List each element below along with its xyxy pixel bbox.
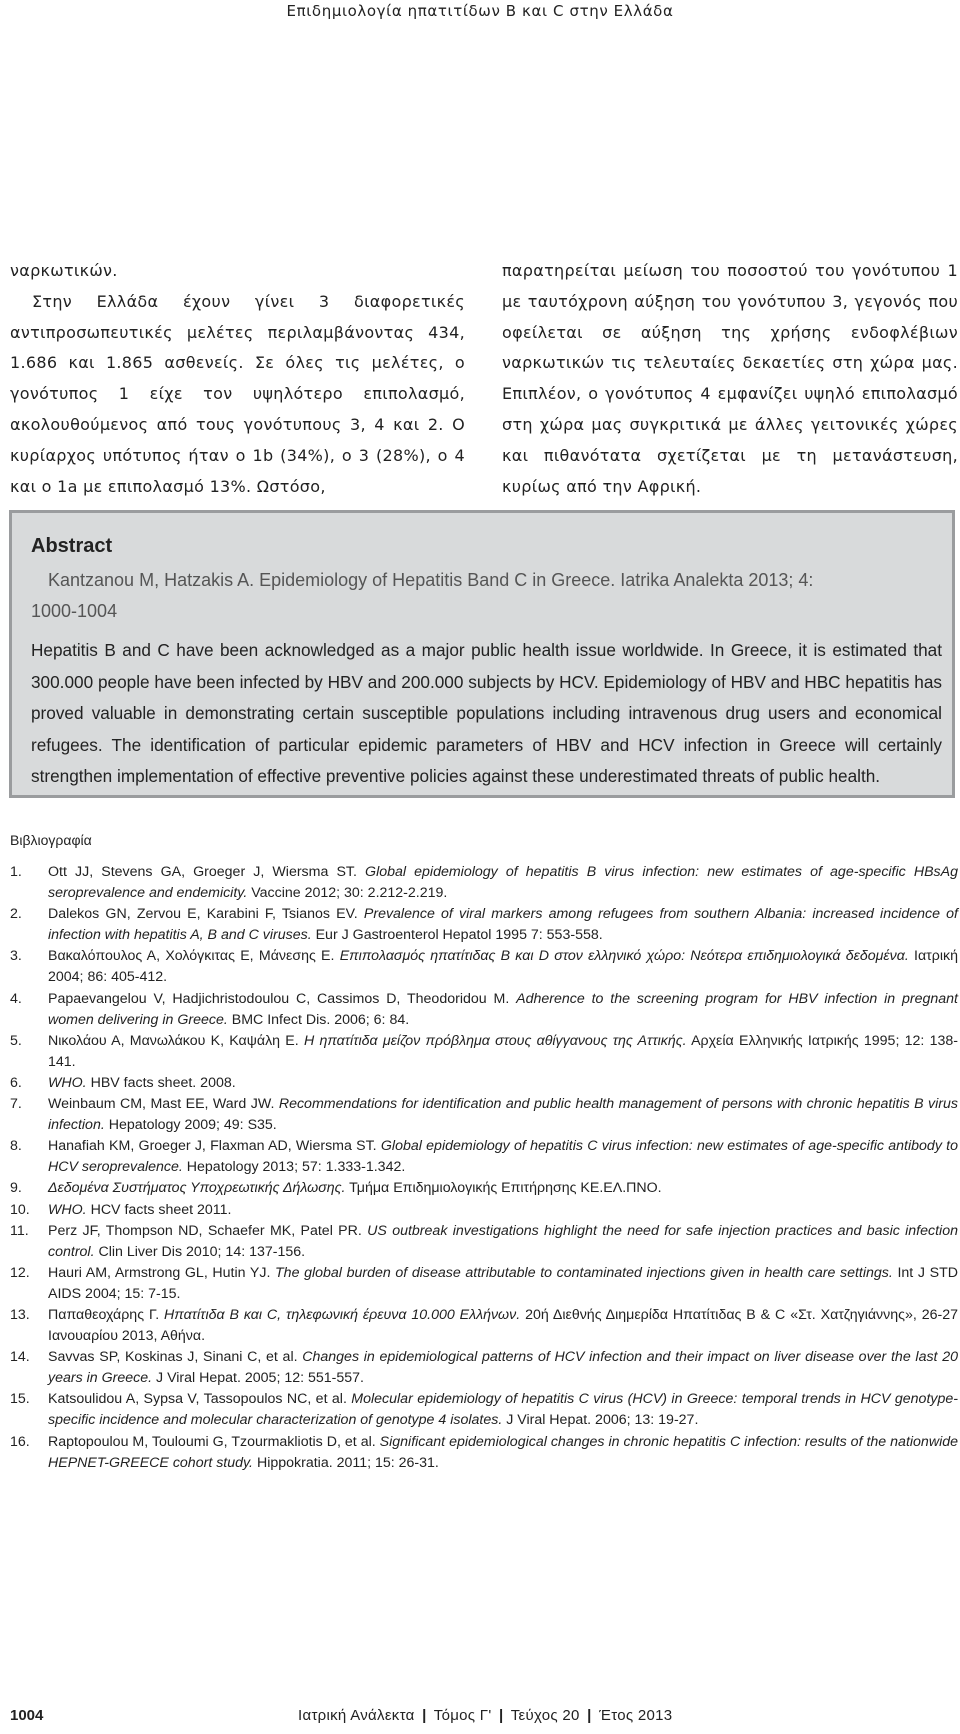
separator: | <box>422 1707 427 1724</box>
journal-info <box>298 1704 672 1728</box>
reference-source: Hippokratia. 2011; 15: 26-31. <box>253 1454 439 1471</box>
reference-authors: Dalekos GN, Zervou E, Karabini F, Tsianos EV. <box>48 906 364 923</box>
reference-title: Adherence to the screening program for HBV infection in pregnant women delivering in Greece. <box>48 990 958 1028</box>
reference-number: 10. <box>10 1201 30 1218</box>
reference-authors: Katsoulidou A, Sypsa V, Tassopoulos NC, et al. <box>48 1391 352 1408</box>
reference-source: Ιατρική 2004; 86: 405-412. <box>48 948 958 986</box>
abstract-body: Hepatitis B and C have been acknowledged as a major public health issue worldwide. In Greece, it is estimated that 300.000 people have been infected by HBV and 200.000 subjects by HCV. Epidemiology of HBV and HBC hepatitis has proved valuable in demonstrating certain susceptible populations including intravenous drug users and economical refugees. The identification of particular epidemic parameters of HBV and HCV infection in Greece will certainly strengthen implementation of effective preventive policies against these underestimated threats of public health. <box>31 640 942 786</box>
reference-item <box>10 1094 958 1136</box>
reference-number: 1. <box>10 864 22 880</box>
reference-item <box>10 1221 958 1263</box>
reference-number: 9. <box>10 1180 22 1197</box>
reference-number: 13. <box>10 1306 30 1323</box>
reference-item <box>10 946 958 988</box>
running-title: Επιδημιολογία ηπατιτίδων Β και C στην Ελλάδα <box>286 2 674 20</box>
reference-number: 6. <box>10 1074 22 1091</box>
reference-number: 5. <box>10 1032 22 1049</box>
reference-item <box>10 1389 958 1431</box>
reference-title: US outbreak investigations highlight the need for safe injection practices and basic infection control. <box>48 1222 958 1260</box>
reference-authors: Ott JJ, Stevens GA, Groeger J, Wiersma ST. <box>48 864 366 880</box>
volume: Τόμος Γ' <box>433 1707 492 1724</box>
reference-title: Δεδομένα Συστήματος Υποχρεωτικής Δήλωσης. <box>48 1180 346 1197</box>
reference-source: Hepatology 2009; 49: S35. <box>104 1117 277 1134</box>
reference-source: HBV facts sheet. 2008. <box>86 1074 236 1091</box>
reference-item <box>10 1136 958 1178</box>
reference-title: Global epidemiology of hepatitis B virus infection: new estimates of age-specific HBsAg seroprevalence and endemicity. <box>48 864 958 902</box>
reference-authors: Βακαλόπουλος Α, Χολόγκιτας Ε, Μάνεσης Ε. <box>48 948 340 965</box>
reference-title: Global epidemiology of hepatitis C virus infection: new estimates of age-specific antibody to HCV seroprevalence. <box>48 1138 958 1176</box>
reference-title: Ηπατίτιδα Β και C, τηλεφωνική έρευνα 10.000 Ελλήνων. <box>164 1306 521 1323</box>
reference-item <box>10 989 958 1031</box>
reference-number: 8. <box>10 1138 22 1155</box>
reference-title: Επιπολασμός ηπατίτιδας Β και D στον ελληνικό χώρο: Νεότερα επιδημιολογικά δεδομένα. <box>339 948 909 965</box>
left-column <box>10 256 465 502</box>
reference-source: BMC Infect Dis. 2006; 6: 84. <box>227 1011 410 1028</box>
reference-authors: Weinbaum CM, Mast EE, Ward JW. <box>48 1096 279 1113</box>
page-number: 1004 <box>10 1707 44 1724</box>
reference-source: Τμήμα Επιδημιολογικής Επιτήρησης ΚΕ.ΕΛ.ΠΝΟ. <box>345 1180 662 1197</box>
reference-item <box>10 1347 958 1389</box>
page-footer <box>0 1704 960 1728</box>
reference-item <box>10 1432 958 1474</box>
reference-title: Molecular epidemiology of hepatitis C virus (HCV) in Greece: temporal trends in HCV genotype-specific incidence and molecular characterization of genotype 4 isolates. <box>48 1391 958 1429</box>
citation-line: Kantzanou M, Hatzakis A. Epidemiology of Hepatitis Band C in Greece. Iatrika Analekta 2013; 4: <box>48 570 814 590</box>
reference-authors: Hauri AM, Armstrong GL, Hutin YJ. <box>48 1264 276 1281</box>
reference-source: Hepatology 2013; 57: 1.333-1.342. <box>182 1159 406 1176</box>
issue: Τεύχος 20 <box>510 1707 580 1724</box>
references-title: Βιβλιογραφία <box>10 832 92 848</box>
abstract-citation <box>31 565 942 627</box>
reference-number: 16. <box>10 1433 30 1450</box>
paragraph: παρατηρείται μείωση του ποσοστού του γονότυπου 1 με ταυτόχρονη αύξηση του γονότυπου 3, γεγονός που οφείλεται σε αύξηση της χρήσης ενδοφλέβιων ναρκωτικών τις τελευταίες δεκαετίες στη χώρα μας. Επιπλέον, ο γονότυπος 4 εμφανίζει υψηλό επιπολασμό στη χώρα μας συγκριτικά με άλλες γειτονικές χώρες και πιθανότατα σχετίζεται με τη μετανάστευση, κυρίως από την Αφρική. <box>502 261 958 496</box>
reference-item <box>10 1305 958 1347</box>
reference-number: 12. <box>10 1264 30 1281</box>
reference-title: The global burden of disease attributable to contaminated injections given in health care settings. <box>275 1264 893 1281</box>
year: Έτος 2013 <box>599 1707 673 1724</box>
reference-authors: Papaevangelou V, Hadjichristodoulou C, Cassimos D, Theodoridou M. <box>48 990 517 1007</box>
paragraph: Στην Ελλάδα έχουν γίνει 3 διαφορετικές αντιπροσωπευτικές μελέτες περιλαμβάνοντας 434, 1.686 και 1.865 ασθενείς. Σε όλες τις μελέτες, ο γονότυπος 1 είχε τον υψηλότερο επιπολασμό, ακολουθούμενος από τους γονότυπους 3, 4 και 2. Ο κυρίαρχος υπότυπος ήταν ο 1b (34%), ο 3 (28%), ο 4 και ο 1a με επιπολασμό 13%. Ωστόσο, <box>10 291 465 496</box>
reference-title: Changes in epidemiological patterns of HCV infection and their impact on liver disease over the last 20 years in Greece. <box>48 1349 958 1387</box>
abstract-box <box>9 510 955 798</box>
reference-title: WHO. <box>48 1074 87 1091</box>
reference-authors: Παπαθεοχάρης Γ. <box>48 1306 165 1323</box>
journal-name: Ιατρική Ανάλεκτα <box>298 1707 415 1724</box>
reference-source: J Viral Hepat. 2006; 13: 19-27. <box>502 1412 699 1429</box>
reference-item <box>10 1263 958 1305</box>
reference-authors: Perz JF, Thompson ND, Schaefer MK, Patel PR. <box>48 1222 368 1239</box>
right-column <box>502 256 958 502</box>
reference-item <box>10 904 958 946</box>
reference-authors: Savvas SP, Koskinas J, Sinani C, et al. <box>48 1349 303 1366</box>
reference-authors: Hanafiah KM, Groeger J, Flaxman AD, Wiersma ST. <box>48 1138 381 1155</box>
reference-number: 3. <box>10 948 22 965</box>
references-list <box>10 862 958 1474</box>
reference-number: 11. <box>10 1222 29 1239</box>
separator: | <box>587 1707 592 1724</box>
reference-item <box>10 1031 958 1073</box>
reference-item <box>10 862 958 904</box>
reference-item <box>10 1200 958 1221</box>
reference-number: 14. <box>10 1349 30 1366</box>
reference-title: Η ηπατίτιδα μείζον πρόβλημα στους αθίγγανους της Αττικής. <box>303 1032 687 1049</box>
reference-item <box>10 1073 958 1094</box>
reference-source: Αρχεία Ελληνικής Ιατρικής 1995; 12: 138-141. <box>48 1032 958 1070</box>
citation-line: 1000-1004 <box>31 601 118 621</box>
reference-source: HCV facts sheet 2011. <box>86 1201 232 1218</box>
separator: | <box>499 1707 504 1724</box>
reference-source: Int J STD AIDS 2004; 15: 7-15. <box>48 1264 958 1302</box>
paragraph: ναρκωτικών. <box>10 261 118 280</box>
reference-source: Clin Liver Dis 2010; 14: 137-156. <box>94 1243 306 1260</box>
reference-title: Significant epidemiological changes in chronic hepatitis C infection: results of the nationwide HEPNET-GREECE cohort study. <box>48 1433 958 1471</box>
reference-source: 20ή Διεθνής Διημερίδα Ηπατίτιδας Β & C «Στ. Χατζηγιάννης», 26-27 Ιανουαρίου 2013, Αθήνα. <box>48 1306 958 1345</box>
reference-title: WHO. <box>48 1201 87 1218</box>
reference-number: 2. <box>10 906 22 923</box>
reference-authors: Raptopoulou M, Touloumi G, Tzourmakliotis D, et al. <box>48 1433 380 1450</box>
reference-number: 7. <box>10 1096 22 1113</box>
reference-source: J Viral Hepat. 2005; 12: 551-557. <box>152 1370 364 1387</box>
reference-title: Recommendations for identification and public health management of persons with chronic hepatitis B virus infection. <box>48 1096 958 1134</box>
abstract-heading: Abstract <box>31 535 113 557</box>
reference-source: Eur J Gastroenterol Hepatol 1995 7: 553-558. <box>311 927 603 944</box>
reference-number: 15. <box>10 1391 30 1408</box>
reference-source: Vaccine 2012; 30: 2.212-2.219. <box>247 885 448 902</box>
reference-title: Prevalence of viral markers among refugees from southern Albania: increased incidence of infection with hepatitis A, B and C viruses. <box>48 906 958 944</box>
reference-authors: Νικολάου Α, Μανωλάκου Κ, Καψάλη Ε. <box>48 1032 304 1049</box>
reference-number: 4. <box>10 990 22 1007</box>
reference-item <box>10 1178 958 1199</box>
